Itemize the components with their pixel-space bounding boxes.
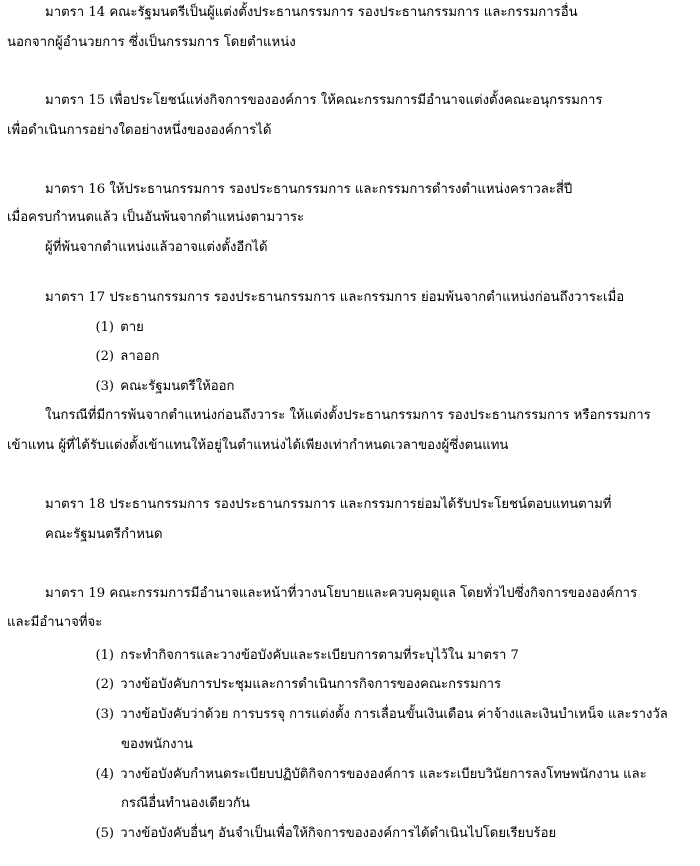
section-15-line-1: มาตรา 15 เพื่อประโยชน์แห่งกิจการขององค์การ ให้คณะกรรมการมีอำนาจแต่งตั้งคณะอนุกรรมการ: [45, 93, 603, 108]
section-18-line-1: มาตรา 18 ประธานกรรมการ รองประธานกรรมการ และกรรมการย่อมได้รับประโยชน์ตอบแทนตามที่: [45, 497, 612, 512]
list-item-number: (2): [95, 349, 115, 364]
section-19-line-1: มาตรา 19 คณะกรรมการมีอำนาจและหน้าที่วางนโยบายและควบคุมดูแล โดยทั่วไปซึ่งกิจการขององค์การ: [45, 586, 638, 601]
section-19-line-2: และมีอำนาจที่จะ: [7, 615, 103, 630]
section-18-line-2: คณะรัฐมนตรีกำหนด: [45, 527, 163, 542]
section-16-line-1: มาตรา 16 ให้ประธานกรรมการ รองประธานกรรมการ และกรรมการดำรงตำแหน่งคราวละสี่ปี: [45, 182, 573, 197]
list-item-text: วางข้อบังคับอื่นๆ อันจำเป็นเพื่อให้กิจการขององค์การได้ดำเนินไปโดยเรียบร้อย: [120, 826, 557, 841]
list-item-number: (1): [95, 320, 115, 335]
list-item-continuation: กรณีอื่นทำนองเดียวกัน: [121, 796, 250, 811]
list-item-number: (1): [95, 648, 115, 663]
list-item-number: (2): [95, 677, 115, 692]
list-item-number: (5): [95, 826, 115, 841]
list-item-text: วางข้อบังคับว่าด้วย การบรรจุ การแต่งตั้ง การเลื่อนขั้นเงินเดือน ค่าจ้างและเงินบำเหน็จ และรางวัล: [120, 707, 668, 722]
section-17-line-1: มาตรา 17 ประธานกรรมการ รองประธานกรรมการ และกรรมการ ย่อมพ้นจากตำแหน่งก่อนถึงวาระเมื่อ: [45, 290, 625, 305]
list-item-number: (3): [95, 379, 115, 394]
section-17-paragraph-line-1: ในกรณีที่มีการพ้นจากตำแหน่งก่อนถึงวาระ ให้แต่งตั้งประธานกรรมการ รองประธานกรรมการ หรือกรรมการ: [45, 408, 651, 423]
section-14-line-2: นอกจากผู้อำนวยการ ซึ่งเป็นกรรมการ โดยตำแหน่ง: [7, 35, 296, 50]
list-item-text: กระทำกิจการและวางข้อบังคับและระเบียบการตามที่ระบุไว้ใน มาตรา 7: [120, 648, 519, 663]
list-item-number: (3): [95, 707, 115, 722]
list-item-text: คณะรัฐมนตรีให้ออก: [120, 379, 235, 394]
list-item-number: (4): [95, 767, 115, 782]
list-item-text: ลาออก: [120, 349, 160, 364]
section-16-line-2: เมื่อครบกำหนดแล้ว เป็นอันพ้นจากตำแหน่งตามวาระ: [7, 210, 305, 225]
list-item-continuation: ของพนักงาน: [121, 737, 193, 752]
section-14-line-1: มาตรา 14 คณะรัฐมนตรีเป็นผู้แต่งตั้งประธานกรรมการ รองประธานกรรมการ และกรรมการอื่น: [45, 5, 578, 20]
section-17-paragraph-line-2: เข้าแทน ผู้ที่ได้รับแต่งตั้งเข้าแทนให้อยู่ในตำแหน่งได้เพียงเท่ากำหนดเวลาของผู้ซึ่งตนแทน: [7, 438, 509, 453]
section-15-line-2: เพื่อดำเนินการอย่างใดอย่างหนึ่งขององค์การได้: [7, 123, 272, 138]
list-item-text: ตาย: [120, 320, 144, 335]
list-item-text: วางข้อบังคับการประชุมและการดำเนินการกิจการของคณะกรรมการ: [120, 677, 502, 692]
list-item-text: วางข้อบังคับกำหนดระเบียบปฏิบัติกิจการขององค์การ และระเบียบวินัยการลงโทษพนักงาน และ: [120, 767, 647, 782]
section-16-line-3: ผู้ที่พ้นจากตำแหน่งแล้วอาจแต่งตั้งอีกได้: [45, 240, 268, 255]
